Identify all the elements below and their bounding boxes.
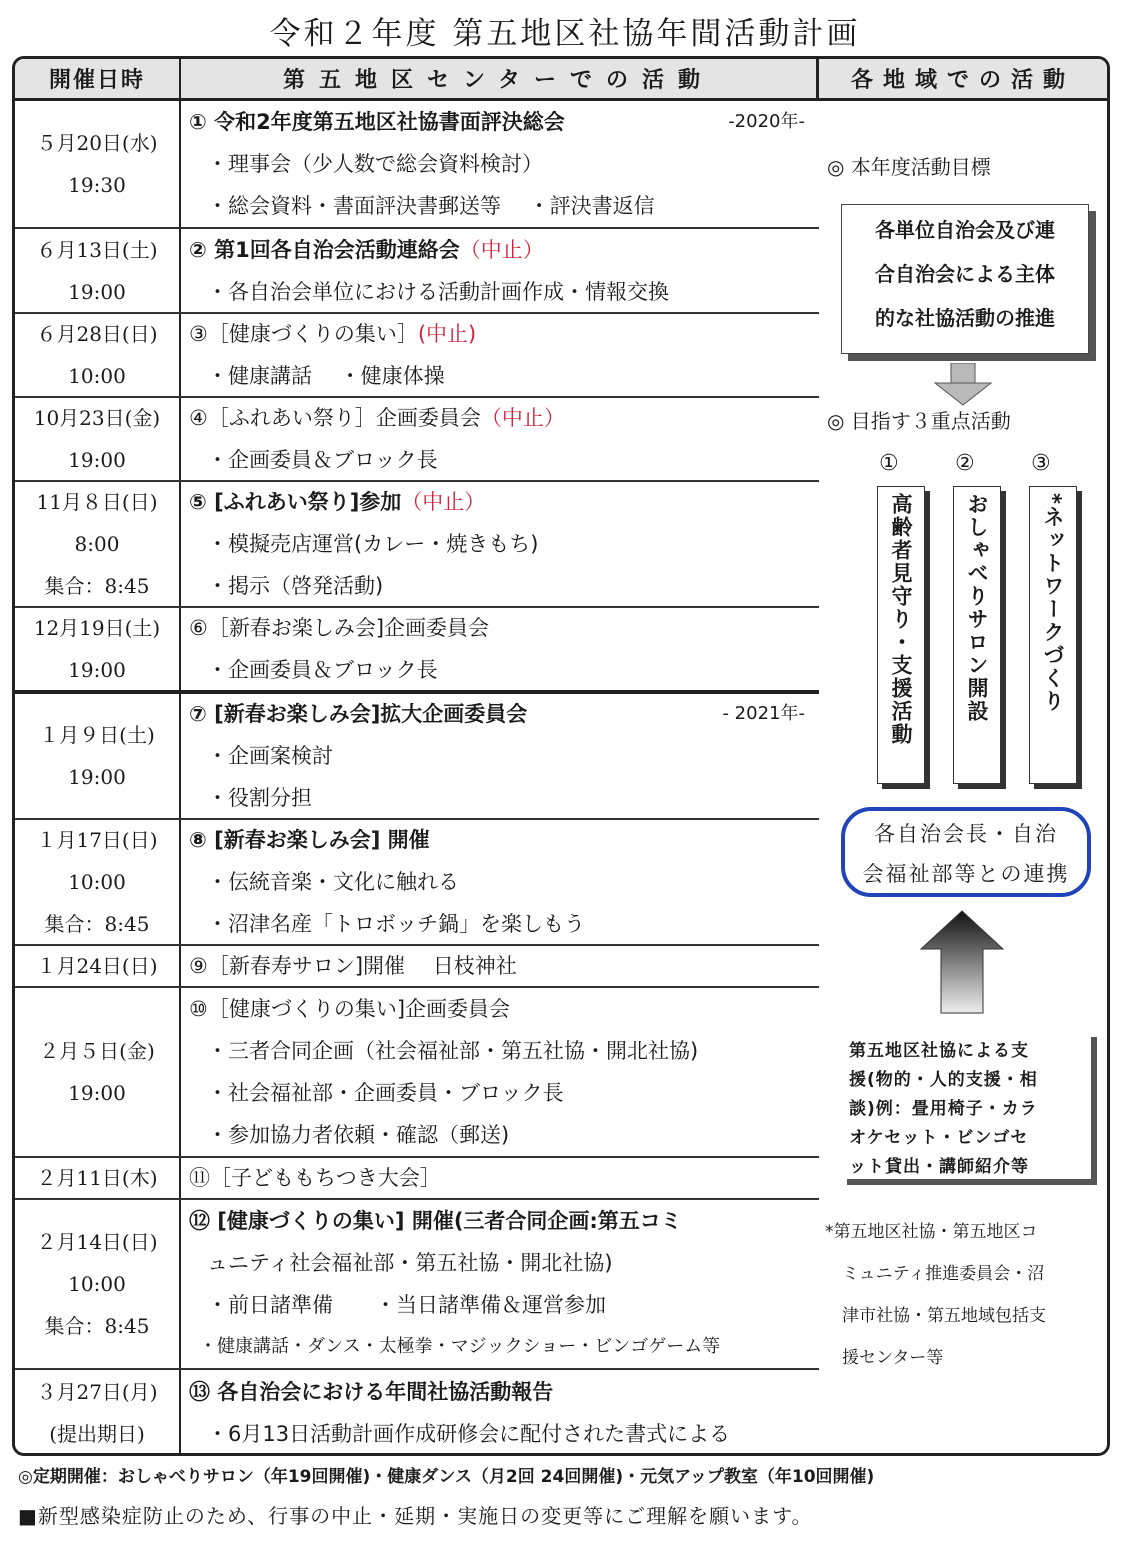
regular-events-note: ◎定期開催：おしゃべりサロン（年19回開催)・健康ダンス（月2回 24回開催)・元気アップ教室（年10回開催) xyxy=(18,1467,875,1487)
network-note xyxy=(825,1211,1105,1379)
activity-item: ・沼津名産「トロボッチ鍋」を楽しもう xyxy=(207,912,585,936)
activity-cell xyxy=(181,820,819,944)
table-row xyxy=(15,101,819,227)
focus-box-elderly: 高齢者見守り・支援活動 xyxy=(877,486,925,784)
time: 19:00 xyxy=(68,658,126,682)
activity-item: ・伝統音楽・文化に触れる xyxy=(207,870,459,894)
time: 10:00 xyxy=(68,870,126,894)
time: 19:00 xyxy=(68,1081,126,1105)
date-cell xyxy=(15,1158,181,1198)
activity-title: ⑦ [新春お楽しみ会]拡大企画委員会 - 2021年- xyxy=(189,693,819,735)
note-line: *第五地区社協・第五地区コ xyxy=(825,1222,1038,1242)
table-row xyxy=(15,1368,819,1456)
date-cell xyxy=(15,1370,181,1456)
support-line: 援(物的・人的支援・相 xyxy=(849,1070,1038,1090)
note-line: 援センター等 xyxy=(825,1348,944,1368)
time: 19:30 xyxy=(68,173,126,197)
region-panel xyxy=(819,101,1107,1453)
table-row xyxy=(15,1156,819,1198)
time: 8:00 xyxy=(74,532,120,556)
support-line: 第五地区社協による支 xyxy=(849,1041,1029,1061)
note-line: 津市社協・第五地域包括支 xyxy=(825,1306,1046,1326)
focus-heading: ◎ 目指す３重点活動 xyxy=(827,409,1011,433)
table-row xyxy=(15,1198,819,1368)
goal-line: 各単位自治会及び連 xyxy=(875,218,1055,242)
activity-item: ・健康講話・ダンス・太極拳・マジックショー・ビンゴゲーム等 xyxy=(199,1336,721,1357)
link-line: 会福祉部等との連携 xyxy=(862,862,1070,886)
activity-title: ⑨［新春寿サロン]開催 日枝神社 xyxy=(189,954,517,978)
table-row xyxy=(15,396,819,480)
cancel-label: (中止) xyxy=(417,322,477,346)
activity-item: ・三者合同企画（社会福祉部・第五社協・開北社協) xyxy=(207,1039,699,1063)
date-cell xyxy=(15,229,181,312)
table-row xyxy=(15,312,819,396)
support-line: 談)例：畳用椅子・カラ xyxy=(849,1099,1038,1119)
date: ６月13日(土) xyxy=(36,237,158,262)
activity-item: ・役割分担 xyxy=(207,786,312,810)
cancel-label: （中止） xyxy=(480,406,565,430)
header-date: 開催日時 xyxy=(15,59,181,101)
table-row xyxy=(15,818,819,944)
header-region: 各地域での活動 xyxy=(819,59,1107,101)
activity-item: ・6月13日活動計画作成研修会に配付された書式による xyxy=(207,1422,731,1446)
activity-item: ・前日諸準備 ・当日諸準備＆運営参加 xyxy=(207,1293,606,1317)
activity-item: ・企画委員＆ブロック長 xyxy=(207,658,438,682)
time: 19:00 xyxy=(68,765,126,789)
support-line: ット貸出・講師紹介等 xyxy=(849,1157,1029,1177)
table-row xyxy=(15,480,819,606)
down-arrow-icon xyxy=(933,363,993,407)
activity-title: ④［ふれあい祭り］企画委員会（中止） xyxy=(189,406,565,430)
date: １月17日(日) xyxy=(36,828,158,852)
date: 11月８日(日) xyxy=(36,490,158,514)
activity-title: ⑫ [健康づくりの集い] 開催(三者合同企画:第五コミ xyxy=(189,1209,682,1233)
date: ５月20日(水) xyxy=(36,131,158,155)
date: ６月28日(日) xyxy=(36,322,158,346)
table-row xyxy=(15,986,819,1156)
activity-title: ③［健康づくりの集い］(中止) xyxy=(189,322,477,346)
date: ３月27日(月) xyxy=(36,1380,158,1404)
time: 10:00 xyxy=(68,364,126,388)
goal-line: 合自治会による主体 xyxy=(875,262,1055,286)
date: 10月23日(金) xyxy=(33,406,161,430)
support-box xyxy=(841,1031,1091,1179)
activity-cell xyxy=(181,1200,819,1368)
date: ２月14日(日) xyxy=(36,1230,158,1254)
focus-number: ② xyxy=(955,451,975,476)
activity-item: ・理事会（少人数で総会資料検討） xyxy=(207,152,543,176)
activity-cell xyxy=(181,398,819,480)
focus-box-salon: おしゃべりサロン開設 xyxy=(953,486,1001,784)
year-label: - 2021年- xyxy=(722,703,805,724)
activity-item: ・模擬売店運営(カレー・焼きもち) xyxy=(207,532,539,556)
date: 12月19日(土) xyxy=(33,616,161,640)
plan-table xyxy=(12,56,1110,1456)
activity-title: ⑧ [新春お楽しみ会] 開催 xyxy=(189,828,430,852)
activity-cell xyxy=(181,101,819,227)
activity-item: ・掲示（啓発活動) xyxy=(207,574,384,598)
date-cell xyxy=(15,820,181,944)
activity-cell xyxy=(181,1158,819,1198)
activity-cell xyxy=(181,988,819,1156)
note-line: ミュニティ推進委員会・沼 xyxy=(825,1264,1045,1284)
activity-title: ⑩［健康づくりの集い]企画委員会 xyxy=(189,997,511,1021)
goal-box xyxy=(841,204,1089,354)
activity-item: ・参加協力者依頼・確認（郵送) xyxy=(207,1123,510,1147)
activity-item: ・各自治会単位における活動計画作成・情報交換 xyxy=(207,279,669,304)
table-row xyxy=(15,227,819,312)
meeting-time: 集合：8:45 xyxy=(44,574,150,598)
date: ２月11日(木) xyxy=(36,1166,158,1190)
activity-cell xyxy=(181,229,819,312)
goal-line: 的な社協活動の推進 xyxy=(875,306,1055,330)
date-cell xyxy=(15,988,181,1156)
date-cell xyxy=(15,398,181,480)
activity-title: ⑬ 各自治会における年間社協活動報告 xyxy=(189,1380,554,1404)
date: １月９日(土) xyxy=(39,723,155,747)
activity-title: ② 第1回各自治会活動連絡会（中止） xyxy=(189,237,544,262)
activity-title: ⑪［子どももちつき大会］ xyxy=(189,1166,441,1190)
year-label: -2020年- xyxy=(728,111,805,132)
activity-cell xyxy=(181,482,819,606)
focus-number: ③ xyxy=(1031,451,1051,476)
activity-cell xyxy=(181,946,819,986)
activity-cell xyxy=(181,1370,819,1456)
header-center: 第五地区センターでの活動 xyxy=(181,59,819,101)
activity-item: ・企画案検討 xyxy=(207,744,333,768)
activity-item: ・健康講話 ・健康体操 xyxy=(207,364,445,388)
date-cell xyxy=(15,694,181,818)
activity-item: ・総会資料・書面評決書郵送等 ・評決書返信 xyxy=(207,194,655,218)
goal-heading: ◎ 本年度活動目標 xyxy=(827,155,991,179)
date-cell xyxy=(15,101,181,227)
date: ２月５日(金) xyxy=(39,1039,155,1063)
date-cell xyxy=(15,482,181,606)
page-title: 令和２年度 第五地区社協年間活動計画 xyxy=(269,16,861,52)
support-line: オケセット・ビンゴセ xyxy=(849,1128,1029,1148)
date: １月24日(日) xyxy=(36,954,158,978)
activity-item: ・社会福祉部・企画委員・ブロック長 xyxy=(207,1081,564,1105)
date-cell xyxy=(15,608,181,690)
focus-box-network: *ネットワークづくり xyxy=(1029,486,1077,784)
schedule-rows xyxy=(15,101,819,1456)
activity-item: ・企画委員＆ブロック長 xyxy=(207,448,438,472)
time: 19:00 xyxy=(68,279,126,304)
cancel-label: （中止） xyxy=(459,237,544,262)
activity-title: ⑤ [ふれあい祭り]参加（中止） xyxy=(189,490,486,514)
cancel-label: （中止） xyxy=(401,490,486,514)
time: 19:00 xyxy=(68,448,126,472)
activity-item: ュニティ社会福祉部・第五社協・開北社協) xyxy=(207,1251,613,1275)
focus-number: ① xyxy=(879,451,899,476)
infection-notice: ■新型感染症防止のため、行事の中止・延期・実施日の変更等にご理解を願います。 xyxy=(18,1504,813,1528)
activity-title: ⑥［新春お楽しみ会]企画委員会 xyxy=(189,616,490,640)
activity-cell xyxy=(181,694,819,818)
activity-title: ① 令和2年度第五地区社協書面評決総会 -2020年- xyxy=(189,101,819,143)
up-arrow-icon xyxy=(919,909,1005,1015)
activity-cell xyxy=(181,608,819,690)
activity-cell xyxy=(181,314,819,396)
time: 10:00 xyxy=(68,1272,126,1296)
meeting-time: 集合：8:45 xyxy=(44,912,150,936)
date-cell xyxy=(15,314,181,396)
table-row xyxy=(15,944,819,986)
meeting-time: 集合：8:45 xyxy=(44,1314,150,1338)
table-row xyxy=(15,690,819,818)
deadline-label: (提出期日) xyxy=(49,1422,145,1446)
date-cell xyxy=(15,1200,181,1368)
link-line: 各自治会長・自治 xyxy=(874,822,1058,846)
table-row xyxy=(15,606,819,690)
date-cell xyxy=(15,946,181,986)
link-oval xyxy=(841,807,1091,897)
